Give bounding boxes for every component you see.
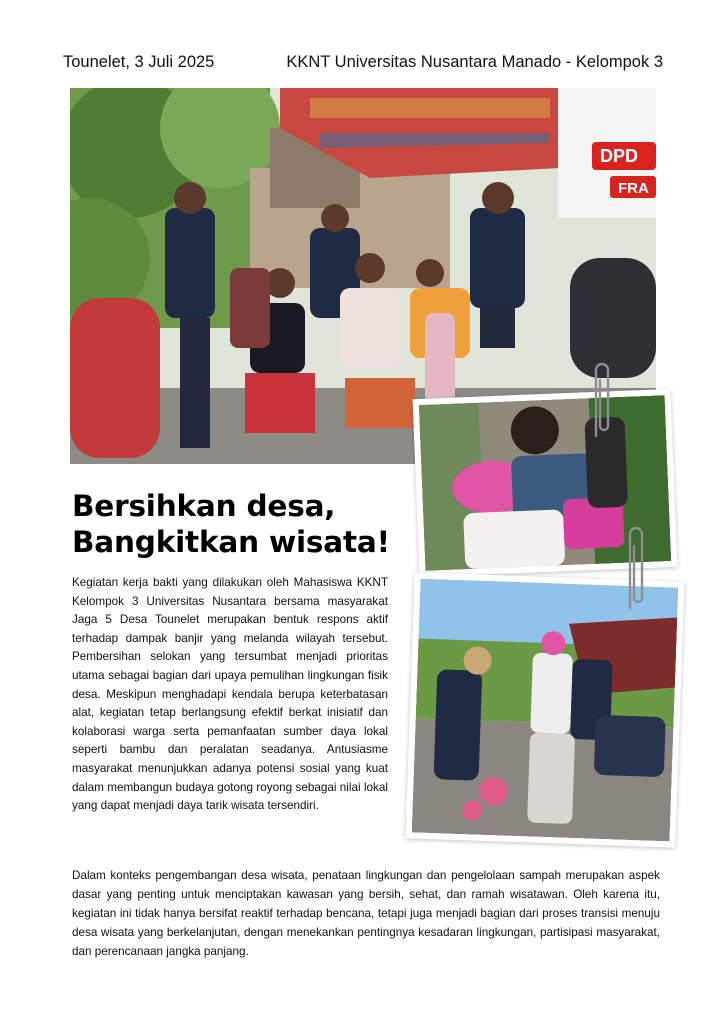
headline-line-2: Bangkitkan wisata!	[72, 525, 390, 559]
collection-scene	[412, 579, 679, 842]
paper-clip-icon	[622, 520, 650, 616]
page-header	[63, 50, 663, 74]
article-paragraph-2: Dalam konteks pengembangan desa wisata, penataan lingkungan dan pengelolaan sampah merupakan aspek dasar yang penting untuk menciptakan kawasan yang bersih, sehat, dan ramah wisatawan. Oleh karena itu, kegiatan ini tidak hanya bersifat reaktif terhadap bencana, tetapi juga menjadi bagian dari proses transisi menuju desa wisata yang berkelanjutan, dengan menekankan pentingnya kesadaran lingkungan, partisipasi masyarakat, dan perencanaan jangka panjang.	[72, 869, 660, 958]
headline-line-1: Bersihkan desa,	[72, 489, 336, 523]
article-paragraph-1: Kegiatan kerja bakti yang dilakukan oleh Mahasiswa KKNT Kelompok 3 Universitas Nusantara bersama masyarakat Jaga 5 Desa Tounelet merupakan bentuk respons aktif terhadap dampak banjir yang melanda wilayah tersebut. Pembersihan selokan yang tersumbat menjadi prioritas utama sebagai bagian dari upaya pemulihan lingkungan fisik desa. Meskipun menghadapi kendala berupa keterbatasan alat, kegiatan tetap berlangsung efektif berkat inisiatif dan kolaborasi warga serta pemanfaatan sumber daya lokal seperti bambu dan peralatan seadanya. Antusiasme masyarakat menunjukkan adanya potensi sosial yang kuat dalam membangun budaya gotong royong sebagai nilai lokal yang dapat menjadi daya tarik wisata tersendiri.	[72, 576, 388, 813]
article-headline	[72, 488, 412, 560]
program-label: KKNT Universitas Nusantara Manado - Kelompok 3	[286, 52, 663, 71]
dpd-sign-text: DPD	[600, 146, 639, 166]
fra-sign-text: FRA	[618, 180, 649, 197]
place-date: Tounelet, 3 Juli 2025	[63, 52, 215, 71]
paper-clip-icon	[588, 356, 616, 444]
